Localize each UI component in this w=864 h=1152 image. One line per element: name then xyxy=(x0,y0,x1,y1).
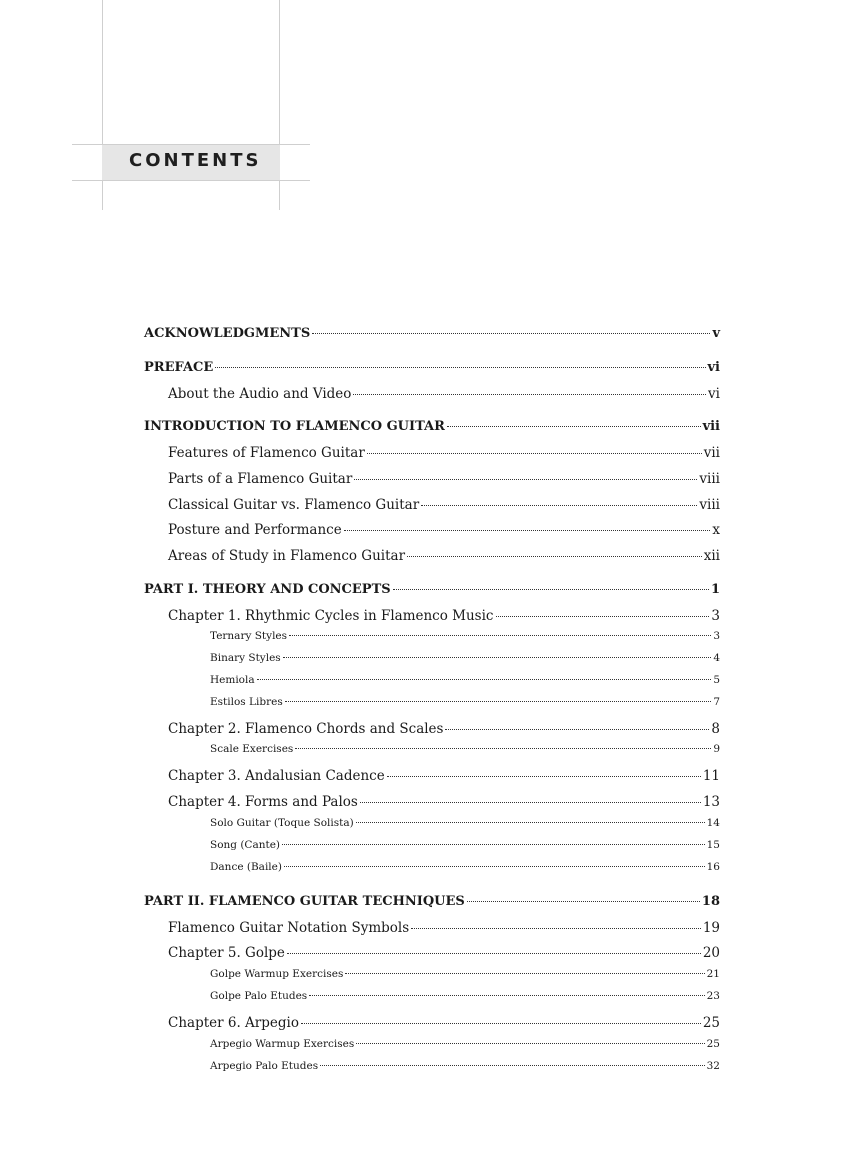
toc-entry-page: 3 xyxy=(711,608,720,624)
toc-entry-title: Arpegio Palo Etudes xyxy=(210,1060,319,1072)
page-title: CONTENTS xyxy=(129,150,262,171)
dot-leader xyxy=(447,426,701,427)
toc-entry[interactable] xyxy=(210,861,720,873)
toc-entry[interactable] xyxy=(168,522,720,538)
toc-entry-title: Dance (Baile) xyxy=(210,861,282,873)
toc-entry-page: 14 xyxy=(706,817,720,829)
toc-entry-page: viii xyxy=(699,471,720,487)
dot-leader xyxy=(320,1065,705,1066)
toc-entry-page: 11 xyxy=(702,768,720,784)
toc-entry-title: Golpe Palo Etudes xyxy=(210,990,308,1002)
toc-entry[interactable] xyxy=(168,1015,720,1031)
toc-entry-title: Estilos Libres xyxy=(210,696,283,708)
dot-leader xyxy=(356,1043,704,1044)
toc-entry-page: 3 xyxy=(713,630,720,642)
dot-leader xyxy=(289,635,711,636)
dot-leader xyxy=(467,901,700,902)
toc-entry[interactable] xyxy=(144,419,720,434)
toc-entry-page: vi xyxy=(708,386,720,402)
toc-entry-title: About the Audio and Video xyxy=(168,386,352,402)
toc-entry-page: 9 xyxy=(713,743,720,755)
toc-entry-page: 21 xyxy=(706,968,720,980)
toc-entry[interactable] xyxy=(210,817,720,829)
toc-entry-title: ACKNOWLEDGMENTS xyxy=(144,326,311,341)
dot-leader xyxy=(367,453,702,454)
toc-entry[interactable] xyxy=(210,696,720,708)
dot-leader xyxy=(393,589,709,590)
dot-leader xyxy=(312,333,710,334)
dot-leader xyxy=(345,973,704,974)
toc-entry-page: 25 xyxy=(706,1038,720,1050)
dot-leader xyxy=(283,657,712,658)
toc-entry[interactable] xyxy=(168,497,720,513)
header-rule-top xyxy=(72,144,310,145)
toc-entry-page: 5 xyxy=(713,674,720,686)
toc-entry[interactable] xyxy=(210,839,720,851)
toc-entry[interactable] xyxy=(168,768,720,784)
toc-entry-page: vii xyxy=(703,445,720,461)
toc-entry-page: 15 xyxy=(706,839,720,851)
dot-leader xyxy=(344,530,711,531)
toc-entry[interactable] xyxy=(210,1038,720,1050)
dot-leader xyxy=(353,394,706,395)
toc-entry-title: Areas of Study in Flamenco Guitar xyxy=(168,548,406,564)
toc-entry-page: viii xyxy=(699,497,720,513)
toc-entry-page: v xyxy=(712,326,720,341)
toc-entry[interactable] xyxy=(168,386,720,402)
dot-leader xyxy=(445,729,709,730)
toc-entry[interactable] xyxy=(210,743,720,755)
toc-entry-title: Chapter 1. Rhythmic Cycles in Flamenco Music xyxy=(168,608,494,624)
toc-entry-title: Ternary Styles xyxy=(210,630,288,642)
toc-entry[interactable] xyxy=(168,548,720,564)
toc-entry[interactable] xyxy=(168,471,720,487)
toc-entry-title: Golpe Warmup Exercises xyxy=(210,968,344,980)
toc-entry-page: vii xyxy=(702,419,720,434)
toc-entry-title: Parts of a Flamenco Guitar xyxy=(168,471,353,487)
toc-entry-title: Chapter 3. Andalusian Cadence xyxy=(168,768,385,784)
toc-entry-title: Solo Guitar (Toque Solista) xyxy=(210,817,354,829)
dot-leader xyxy=(215,367,705,368)
toc-entry-page: 8 xyxy=(711,721,720,737)
toc-entry[interactable] xyxy=(168,920,720,936)
toc-entry-page: 23 xyxy=(706,990,720,1002)
toc-entry-page: x xyxy=(712,522,720,538)
toc-entry-page: 19 xyxy=(702,920,720,936)
toc-entry-title: Hemiola xyxy=(210,674,255,686)
toc-entry[interactable] xyxy=(210,630,720,642)
dot-leader xyxy=(407,556,702,557)
toc-entry-title: PART I. THEORY AND CONCEPTS xyxy=(144,582,391,597)
toc-entry-title: Scale Exercises xyxy=(210,743,294,755)
toc-entry-page: 20 xyxy=(702,945,720,961)
toc-entry-title: Chapter 2. Flamenco Chords and Scales xyxy=(168,721,444,737)
toc-entry-page: 18 xyxy=(701,894,720,909)
toc-entry[interactable] xyxy=(168,445,720,461)
toc-entry[interactable] xyxy=(210,968,720,980)
toc-entry[interactable] xyxy=(210,1060,720,1072)
toc-entry[interactable] xyxy=(210,652,720,664)
toc-entry[interactable] xyxy=(168,721,720,737)
toc-entry-title: Binary Styles xyxy=(210,652,281,664)
dot-leader xyxy=(284,866,705,867)
toc-entry-title: Arpegio Warmup Exercises xyxy=(210,1038,355,1050)
toc-entry-title: Classical Guitar vs. Flamenco Guitar xyxy=(168,497,420,513)
toc-entry[interactable] xyxy=(168,608,720,624)
toc-entry-page: 4 xyxy=(713,652,720,664)
toc-entry-title: INTRODUCTION TO FLAMENCO GUITAR xyxy=(144,419,445,434)
dot-leader xyxy=(496,616,710,617)
dot-leader xyxy=(295,748,711,749)
toc-entry-page: xii xyxy=(703,548,720,564)
toc-entry-title: Chapter 6. Arpegio xyxy=(168,1015,299,1031)
toc-entry[interactable] xyxy=(168,794,720,810)
toc-entry-title: Chapter 5. Golpe xyxy=(168,945,285,961)
dot-leader xyxy=(387,776,701,777)
toc-entry-title: Song (Cante) xyxy=(210,839,281,851)
toc-entry-page: vi xyxy=(707,360,720,375)
toc-entry-title: Posture and Performance xyxy=(168,522,342,538)
toc-entry-page: 16 xyxy=(706,861,720,873)
toc-entry-title: Flamenco Guitar Notation Symbols xyxy=(168,920,410,936)
toc-entry[interactable] xyxy=(168,945,720,961)
header-rule-bottom xyxy=(72,180,310,181)
toc-entry[interactable] xyxy=(144,360,720,375)
toc-entry-page: 1 xyxy=(710,582,720,597)
toc-entry-page: 7 xyxy=(713,696,720,708)
dot-leader xyxy=(360,802,701,803)
toc-entry[interactable] xyxy=(144,582,720,597)
toc-entry-title: Chapter 4. Forms and Palos xyxy=(168,794,358,810)
toc-entry-title: Features of Flamenco Guitar xyxy=(168,445,365,461)
dot-leader xyxy=(354,479,697,480)
toc-entry-title: PREFACE xyxy=(144,360,214,375)
dot-leader xyxy=(309,995,704,996)
toc-entry[interactable] xyxy=(210,990,720,1002)
dot-leader xyxy=(287,953,701,954)
toc-entry-page: 32 xyxy=(706,1060,720,1072)
toc-entry[interactable] xyxy=(144,894,720,909)
toc-entry-title: PART II. FLAMENCO GUITAR TECHNIQUES xyxy=(144,894,465,909)
dot-leader xyxy=(411,928,701,929)
toc-entry[interactable] xyxy=(210,674,720,686)
dot-leader xyxy=(257,679,712,680)
dot-leader xyxy=(282,844,705,845)
toc-entry-page: 25 xyxy=(702,1015,720,1031)
dot-leader xyxy=(356,822,705,823)
toc-entry-page: 13 xyxy=(702,794,720,810)
toc-entry[interactable] xyxy=(144,326,720,341)
dot-leader xyxy=(301,1023,701,1024)
dot-leader xyxy=(285,701,712,702)
dot-leader xyxy=(421,505,697,506)
